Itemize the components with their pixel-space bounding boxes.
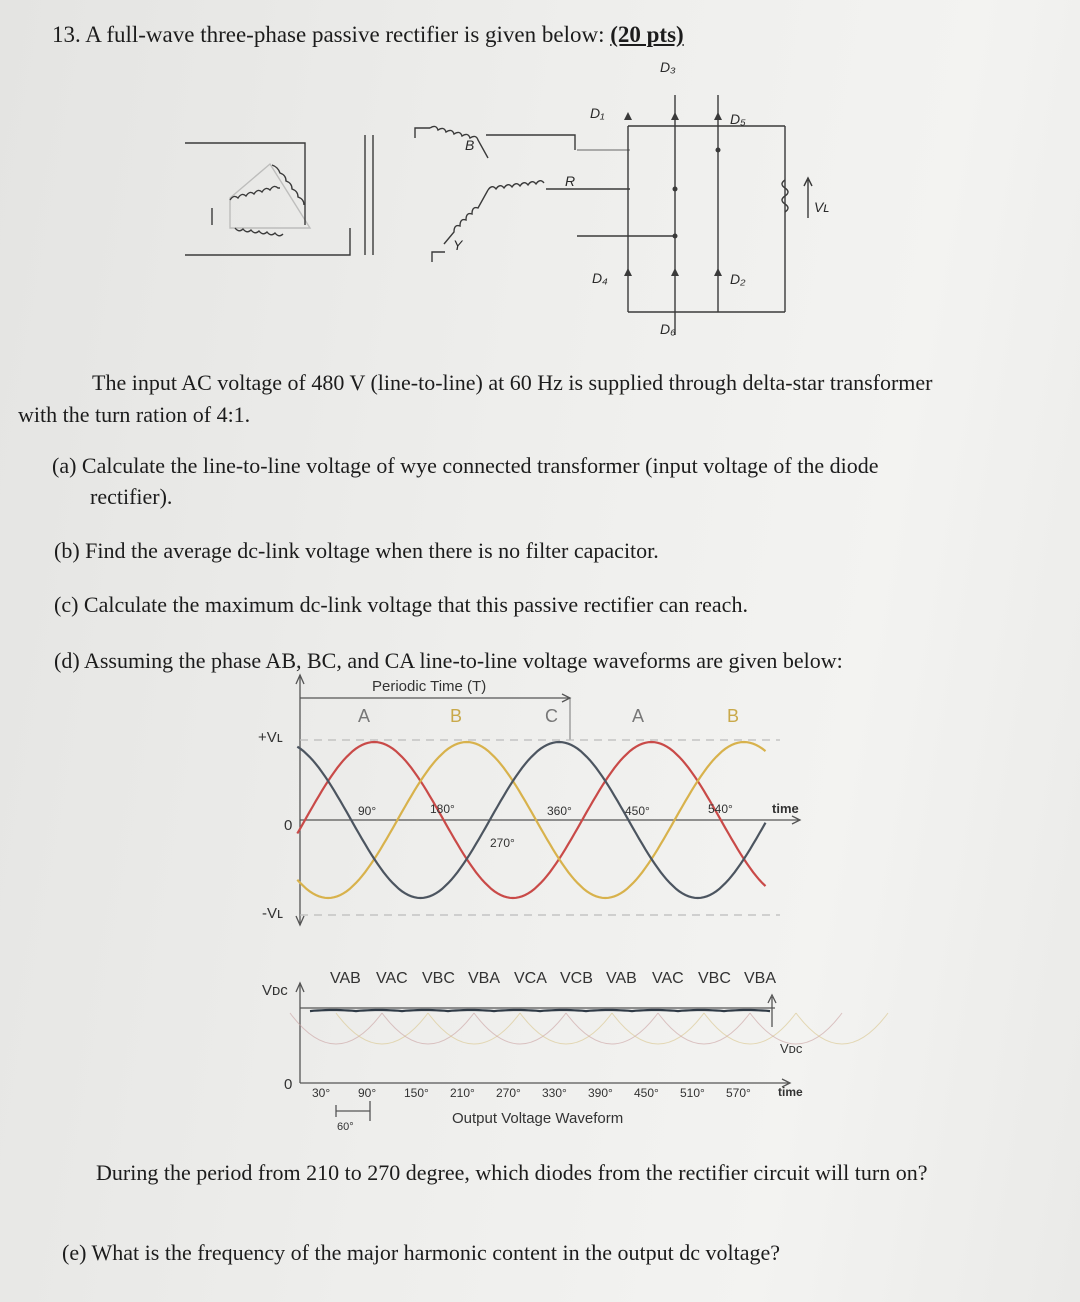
phase-label-c1: C xyxy=(545,706,558,726)
label-vl: Vʟ xyxy=(814,199,830,215)
rectifier-circuit-diagram xyxy=(0,0,1080,360)
segment-label: VAB xyxy=(606,970,637,987)
source-lead-top xyxy=(185,143,305,225)
underlying-line-curve xyxy=(474,1013,566,1044)
bottom-label-zero: 0 xyxy=(284,1076,293,1093)
junction-node-1 xyxy=(673,187,678,192)
wye-winding-b xyxy=(430,126,488,158)
bottom-label-vdc: Vᴅᴄ xyxy=(262,982,288,999)
label-d2: D₂ xyxy=(730,271,746,287)
angle-180: 180° xyxy=(430,802,455,816)
bottom-vdc-label: Vᴅᴄ xyxy=(780,1041,803,1056)
underlying-line-curve xyxy=(520,1013,612,1044)
bottom-angle-label: 90° xyxy=(358,1086,377,1100)
diode-d6 xyxy=(671,268,679,276)
delta-winding-left xyxy=(230,186,280,200)
label-d3: D₃ xyxy=(660,59,676,75)
phase-label-b1: B xyxy=(450,706,463,726)
segment-label: VAC xyxy=(376,970,408,987)
angle-270: 270° xyxy=(490,836,515,850)
delta-winding-bottom xyxy=(235,228,283,236)
bottom-angle-label: 390° xyxy=(588,1086,613,1100)
diode-d3 xyxy=(671,112,679,120)
underlying-line-curve xyxy=(428,1013,520,1044)
wye-lead-y xyxy=(432,252,445,262)
junction-node-3 xyxy=(716,148,721,153)
underlying-line-curve xyxy=(290,1013,382,1044)
angle-90: 90° xyxy=(358,804,377,818)
top-label-neg: -Vʟ xyxy=(262,905,284,922)
label-d1: D₁ xyxy=(590,105,605,121)
underlying-line-curve xyxy=(382,1013,474,1044)
part-d-question: During the period from 210 to 270 degree, which diodes from the rectifier circuit will turn on? xyxy=(96,1160,928,1185)
top-label-pos: +Vʟ xyxy=(258,729,283,746)
junction-node-2 xyxy=(673,234,678,239)
part-a-line-1: (a) Calculate the line-to-line voltage of wye connected transformer (input voltage of the diode xyxy=(52,453,879,478)
top-time-label: time xyxy=(772,801,799,816)
wye-winding-y xyxy=(444,190,488,244)
bottom-angle-label: 510° xyxy=(680,1086,705,1100)
segment-label: VAC xyxy=(652,970,684,987)
part-b: (b) Find the average dc-link voltage when there is no filter capacitor. xyxy=(54,538,659,563)
part-a-line-2: rectifier). xyxy=(90,484,173,509)
diode-d2 xyxy=(714,268,722,276)
part-e: (e) What is the frequency of the major harmonic content in the output dc voltage? xyxy=(62,1240,781,1265)
wye-lead-b xyxy=(415,128,430,138)
segment-label: VBA xyxy=(468,970,501,987)
underlying-line-curve xyxy=(658,1013,750,1044)
label-d6: D₆ xyxy=(660,321,676,337)
segment-label-group xyxy=(330,970,776,987)
wire-phase-b-top xyxy=(486,135,575,150)
diode-d4 xyxy=(624,268,632,276)
label-d5: D₅ xyxy=(730,111,746,127)
segment-label: VAB xyxy=(330,970,361,987)
underlying-line-curve xyxy=(566,1013,658,1044)
underlying-line-curve xyxy=(796,1013,888,1044)
question-points: (20 pts) xyxy=(610,22,684,47)
label-r: R xyxy=(565,173,576,189)
bottom-angle-label: 330° xyxy=(542,1086,567,1100)
label-b: B xyxy=(465,137,475,153)
output-caption: Output Voltage Waveform xyxy=(452,1110,624,1127)
period-label: Periodic Time (T) xyxy=(372,678,487,695)
bottom-angle-group xyxy=(312,1086,751,1100)
delta-winding-right xyxy=(272,165,304,205)
line-voltage-waveforms xyxy=(0,670,1080,940)
segment-label: VBC xyxy=(698,970,731,987)
phase-label-a2: A xyxy=(632,706,645,726)
angle-360: 360° xyxy=(547,804,572,818)
bottom-angle-label: 150° xyxy=(404,1086,429,1100)
angle-450: 450° xyxy=(625,804,650,818)
bottom-angle-label: 270° xyxy=(496,1086,521,1100)
label-y: Y xyxy=(453,237,463,253)
diode-d1 xyxy=(624,112,632,120)
wye-winding-r xyxy=(488,181,544,190)
part-c: (c) Calculate the maximum dc-link voltage that this passive rectifier can reach. xyxy=(54,592,748,617)
bottom-angle-label: 570° xyxy=(726,1086,751,1100)
intro-line-1: The input AC voltage of 480 V (line-to-line) at 60 Hz is supplied through delta-star transformer xyxy=(92,370,933,395)
phase-label-b2: B xyxy=(727,706,740,726)
underlying-line-curve xyxy=(750,1013,842,1044)
diode-d5 xyxy=(714,112,722,120)
width-60-label: 60° xyxy=(337,1121,354,1133)
question-title-text: 13. A full-wave three-phase passive rectifier is given below: xyxy=(52,22,611,47)
segment-label: VCB xyxy=(560,970,593,987)
top-label-zero: 0 xyxy=(284,817,293,834)
segment-label: VBC xyxy=(422,970,455,987)
bottom-time-label: time xyxy=(778,1085,803,1099)
bottom-wave-group xyxy=(290,1010,888,1044)
part-d: (d) Assuming the phase AB, BC, and CA line-to-line voltage waveforms are given below: xyxy=(54,648,843,673)
output-ripple-curve xyxy=(310,1010,770,1011)
intro-line-2: with the turn ration of 4:1. xyxy=(18,402,251,427)
segment-label: VCA xyxy=(514,970,547,987)
underlying-line-curve xyxy=(336,1013,428,1044)
phase-label-a1: A xyxy=(358,706,371,726)
label-d4: D₄ xyxy=(592,270,608,286)
bottom-angle-label: 450° xyxy=(634,1086,659,1100)
underlying-line-curve xyxy=(704,1013,796,1044)
bottom-angle-label: 30° xyxy=(312,1086,331,1100)
segment-label: VBA xyxy=(744,970,777,987)
output-voltage-waveform xyxy=(0,955,1080,1135)
underlying-line-curve xyxy=(612,1013,704,1044)
bottom-angle-label: 210° xyxy=(450,1086,475,1100)
angle-540: 540° xyxy=(708,802,733,816)
